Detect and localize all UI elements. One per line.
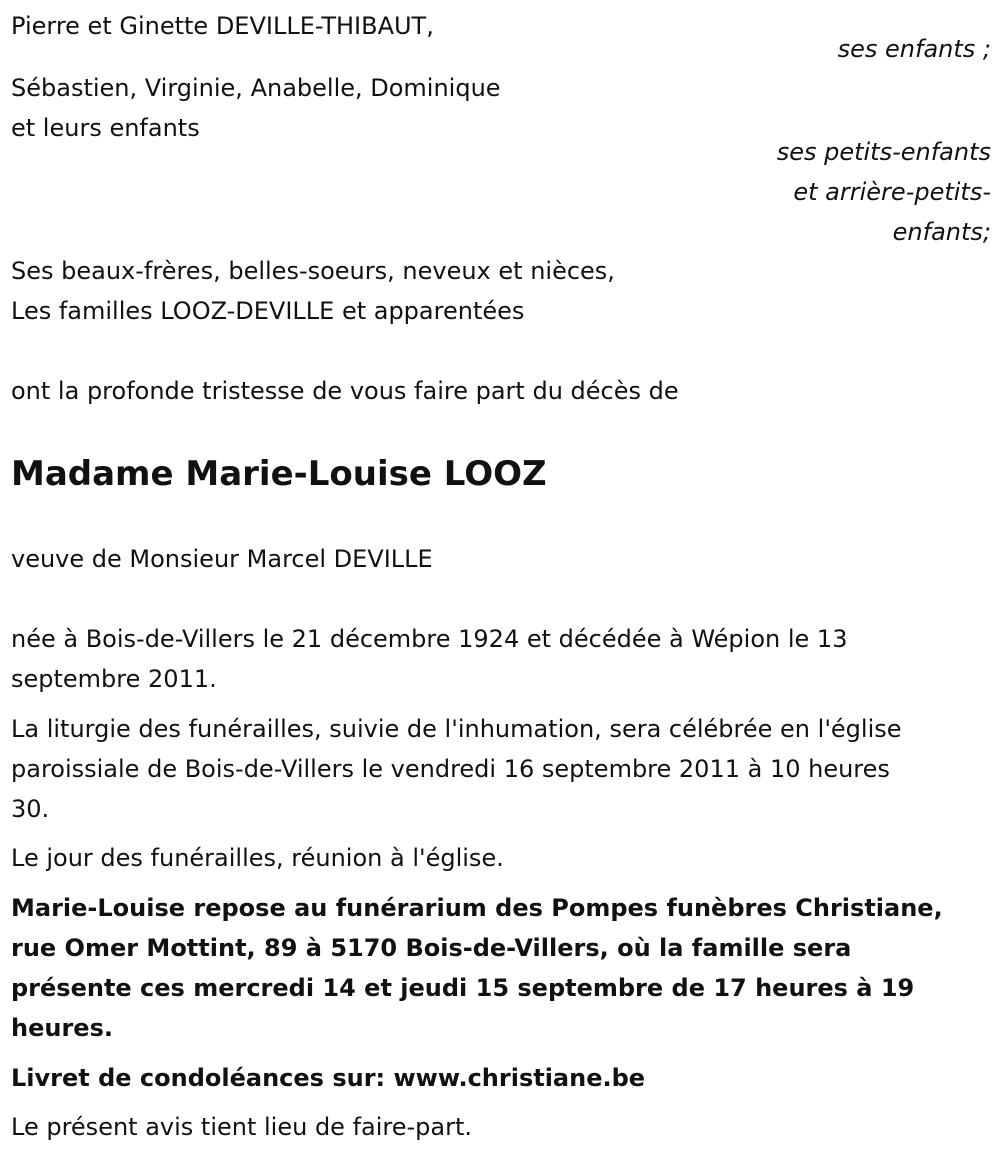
widow-of: veuve de Monsieur Marcel DEVILLE	[11, 545, 433, 573]
liturgy-line2: paroissiale de Bois-de-Villers le vendredi 16 septembre 2011 à 10 heures	[11, 755, 890, 783]
grandchildren-role-3: enfants;	[892, 218, 991, 246]
related-families: Les familles LOOZ-DEVILLE et apparentées	[11, 297, 525, 325]
grandchildren-names: Sébastien, Virginie, Anabelle, Dominique	[11, 74, 501, 102]
repose-line3: présente ces mercredi 14 et jeudi 15 septembre de 17 heures à 19	[11, 974, 915, 1002]
children-role: ses enfants ;	[837, 35, 991, 63]
grandchildren-line2: et leurs enfants	[11, 114, 200, 142]
repose-line2: rue Omer Mottint, 89 à 5170 Bois-de-Villers, où la famille sera	[11, 934, 852, 962]
meeting-info: Le jour des funérailles, réunion à l'église.	[11, 844, 504, 872]
repose-line4: heures.	[11, 1014, 113, 1042]
children-names: Pierre et Ginette DEVILLE-THIBAUT,	[11, 12, 434, 40]
liturgy-line3: 30.	[11, 795, 50, 823]
grandchildren-role-1: ses petits-enfants	[776, 138, 991, 166]
birth-death-line2: septembre 2011.	[11, 665, 217, 693]
condolences-link[interactable]: Livret de condoléances sur: www.christiane.be	[11, 1064, 646, 1092]
birth-death-line1: née à Bois-de-Villers le 21 décembre 1924 et décédée à Wépion le 13	[11, 625, 848, 653]
notice: Le présent avis tient lieu de faire-part.	[11, 1113, 473, 1141]
repose-line1: Marie-Louise repose au funérarium des Pompes funèbres Christiane,	[11, 894, 943, 922]
announcement-intro: ont la profonde tristesse de vous faire part du décès de	[11, 377, 679, 405]
liturgy-line1: La liturgie des funérailles, suivie de l'inhumation, sera célébrée en l'église	[11, 715, 902, 743]
other-relatives: Ses beaux-frères, belles-soeurs, neveux et nièces,	[11, 257, 615, 285]
grandchildren-role-2: et arrière-petits-	[793, 178, 991, 206]
deceased-name: Madame Marie-Louise LOOZ	[11, 454, 547, 494]
